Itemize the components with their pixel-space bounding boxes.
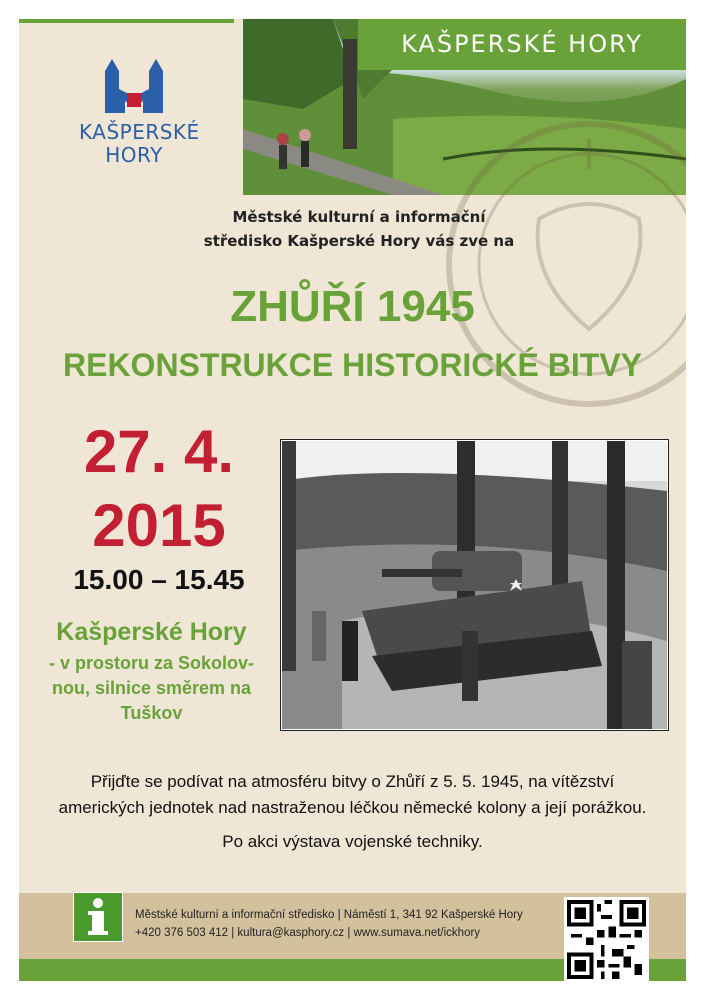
event-date-year: 2015 (92, 492, 226, 559)
invitation-line2: středisko Kašperské Hory vás zve na (203, 232, 515, 250)
banner-title: KAŠPERSKÉ HORY (358, 19, 686, 70)
event-date-day: 27. 4. (83, 418, 235, 485)
footer-line1: Městské kulturní a informační středisko | Náměstí 1, 341 92 Kašperské Hory (135, 909, 523, 921)
event-subtitle: REKONSTRUKCE HISTORICKÉ BITVY (62, 347, 642, 383)
event-title: ZHŮŘÍ 1945 (230, 282, 475, 331)
invitation-line1: Městské kulturní a informační (232, 208, 486, 226)
description-line2: amerických jednotek nad nastraženou léčkou německé kolony a její porážkou. (58, 798, 647, 817)
top-stripe (19, 19, 234, 23)
info-icon (73, 892, 123, 942)
place-desc-line2: nou, silnice směrem na (51, 678, 252, 698)
castle-logo-icon (103, 57, 165, 113)
description-line3: Po akci výstava vojenské techniky. (222, 832, 483, 851)
logo-text-line1: KAŠPERSKÉ (79, 120, 200, 144)
qr-code[interactable] (564, 897, 649, 981)
invitation-text (169, 205, 549, 253)
place-desc-line1: - v prostoru za Sokolov- (48, 653, 255, 673)
logo-text-line2: HORY (105, 143, 163, 167)
tank-photo (280, 439, 669, 731)
event-place (29, 617, 274, 726)
poster (19, 19, 686, 981)
footer-line2: +420 376 503 412 | kultura@kasphory.cz | www.sumava.net/ickhory (135, 927, 481, 939)
place-name: Kašperské Hory (56, 618, 247, 646)
logo-text (79, 120, 200, 167)
description-line1: Přijďte se podívat na atmosféru bitvy o Zhůří z 5. 5. 1945, na vítězství (90, 772, 615, 791)
town-logo (79, 57, 200, 207)
footer-contact (135, 906, 555, 942)
event-description (39, 769, 666, 855)
place-description (29, 651, 274, 726)
event-time: 15.00 – 15.45 (73, 564, 245, 595)
place-desc-line3: Tuškov (120, 703, 183, 723)
